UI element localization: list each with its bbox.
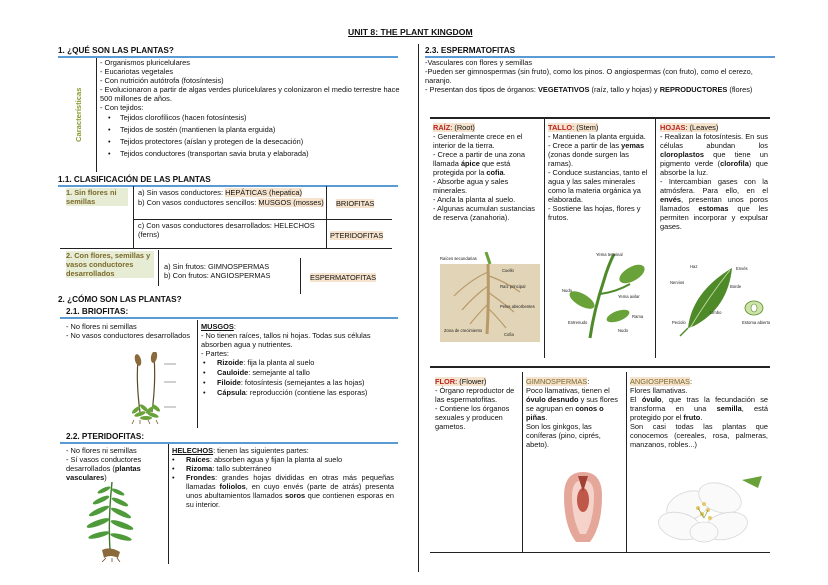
section22-rule xyxy=(60,442,398,444)
group1-sep xyxy=(134,219,326,220)
tissue-item: • Tejidos conductores (transportan savia bruta y elaborada) xyxy=(108,149,400,158)
musgos-part: • Rizoide: fija la planta al suelo xyxy=(203,358,396,367)
group2-a: a) Sin frutos: GIMNOSPERMAS xyxy=(164,262,270,271)
tissue-item: • Tejidos clorofílicos (hacen fotosíntesis) xyxy=(108,113,400,122)
root-label: Pelos absorbentes xyxy=(500,304,535,309)
stem-label: Rama xyxy=(632,314,644,319)
section21-rule xyxy=(60,317,398,319)
leaf-label: Nervios xyxy=(670,280,685,285)
root-label: Cuello xyxy=(502,268,514,273)
pteridofitas-left: - No flores ni semillas - Sí vasos conductores desarrollados (plantas vasculares) xyxy=(66,446,142,482)
char-item: - Eucariotas vegetales xyxy=(100,67,174,76)
reproductive-divider1 xyxy=(522,372,523,552)
organs-divider1 xyxy=(544,118,545,358)
group2-label: 2. Con flores, semillas y vasos conductores desarrollados xyxy=(66,251,154,278)
moss-illustration xyxy=(120,352,184,424)
pteridofitas-tag: PTERIDOFITAS xyxy=(330,231,384,240)
reproductive-divider2 xyxy=(626,372,627,552)
leaf-label: Peciolo xyxy=(672,320,686,325)
briofitas-divider xyxy=(197,320,198,428)
leaf-label: Borde xyxy=(730,284,742,289)
section23-heading: 2.3. ESPERMATOFITAS xyxy=(425,46,516,55)
briofitas-left: - No flores ni semillas - No vasos conductores desarrollados xyxy=(66,322,191,340)
helechos-part: • Frondes: grandes hojas divididas en otras más pequeñas llamadas foliolos, en cuyo envés (parte de atrás) presenta unos abultamientos llamados soros que contienen esporas en su interior. xyxy=(172,473,394,509)
helechos-part: • Rizoma: tallo subterráneo xyxy=(172,464,394,473)
group1-c: c) Con vasos conductores desarrollados: HELECHOS (ferns) xyxy=(138,221,315,239)
section21-heading: 2.1. BRIOFITAS: xyxy=(66,307,129,316)
musgos-part: • Filoide: fotosíntesis (semejantes a las hojas) xyxy=(203,378,396,387)
char-item: - Con tejidos: xyxy=(100,103,144,112)
group-sep xyxy=(60,248,392,249)
musgos-partes: - Partes: xyxy=(201,349,229,358)
characteristics-list xyxy=(100,58,400,158)
angiosperm-illustration xyxy=(650,474,768,546)
musgos-intro: - No tienen raíces, tallos ni hojas. Todas sus células absorben agua y nutrientes. xyxy=(201,331,371,349)
stem-label: Yema terminal xyxy=(596,252,623,257)
characteristics-label-box xyxy=(72,84,86,144)
flor-title: FLOR xyxy=(435,377,456,386)
hojas-title: HOJAS xyxy=(660,123,686,132)
char-item: - Evolucionaron a partir de algas verdes pluricelulares y colonizaron el medio terrestre hace 500 millones de años. xyxy=(100,85,400,103)
column-divider xyxy=(418,44,419,572)
stem-label: Entrenudo xyxy=(568,320,588,325)
group1-a: a) Sin vasos conductores: HEPÁTICAS (hepatica) xyxy=(138,188,302,197)
gimnospermas-title: GIMNOSPERMAS xyxy=(526,377,588,386)
helechos-title: HELECHOS xyxy=(172,446,214,455)
espermatofitas-tag: ESPERMATOFITAS xyxy=(310,273,377,282)
root-illustration xyxy=(440,252,540,342)
tissue-item: • Tejidos protectores (aíslan y protegen de la desecación) xyxy=(108,137,400,146)
section22-heading: 2.2. PTERIDOFITAS: xyxy=(66,432,145,441)
leaf-label: Haz xyxy=(690,264,698,269)
angiospermas-title: ANGIOSPERMAS xyxy=(630,377,690,386)
musgos-part: • Cápsula: reproducción (contiene las esporas) xyxy=(203,388,396,397)
char-item: - Organismos pluricelulares xyxy=(100,58,190,67)
tissue-item: • Tejidos de sostén (mantienen la planta erguida) xyxy=(108,125,400,134)
organs-divider2 xyxy=(655,118,656,358)
tallo-title: TALLO xyxy=(548,123,573,132)
gymnosperm-illustration xyxy=(560,470,606,544)
briofitas-tag: BRIOFITAS xyxy=(336,199,375,208)
fern-illustration xyxy=(82,480,138,562)
leaf-label: Limbo xyxy=(710,310,722,315)
raiz-block: RAÍZ: (Root) - Generalmente crece en el interior de la tierra. - Crece a partir de una zona llamada ápice que está protegida por la cofia. - Absorbe agua y sales minerales. - Ancla la planta al suelo. - Algunas acumulan sustancias de reserva (zanahoria). xyxy=(433,123,535,222)
characteristics-divider xyxy=(96,58,97,172)
helechos-block: HELECHOS: tienen las siguientes partes: • Raíces: absorben agua y fijan la planta al suelo • Rizoma: tallo subterráneo • Frondes: grandes hojas divididas en otras más pequeñas llamadas foliolos, en cuyo envés (parte de atrás) presenta unos abultamientos llamados soros que contienen esporas en su interior. xyxy=(172,446,394,509)
espermatofitas-intro: -Vasculares con flores y semillas -Pueden ser gimnospermas (sin fruto), como los pinos. O angiospermas (con fruto), como el cerezo, naranjo. - Presentan dos tipos de órganos: VEGETATIVOS (raíz, tallo y hojas) y REPRODUCTORES (flores) xyxy=(425,58,753,94)
group2-right-divider xyxy=(300,258,301,294)
section1-heading: 1. ¿QUÉ SON LAS PLANTAS? xyxy=(58,46,174,55)
char-item: - Con nutrición autótrofa (fotosíntesis) xyxy=(100,76,224,85)
organs-top-rule xyxy=(430,117,770,119)
stem-illustration xyxy=(560,250,650,342)
root-label: Raíz principal xyxy=(500,284,526,289)
leaf-illustration xyxy=(668,262,772,342)
group1-divider xyxy=(133,186,134,248)
group2-b: b) Con frutos: ANGIOSPERMAS xyxy=(164,271,271,280)
leaf-label: Estoma abierto xyxy=(742,320,771,325)
section11-heading: 1.1. CLASIFICACIÓN DE LAS PLANTAS xyxy=(58,175,211,184)
pteridofitas-divider xyxy=(168,444,169,564)
group1-right-sep xyxy=(326,219,392,220)
gimnospermas-block: GIMNOSPERMAS: Poco llamativas, tienen el óvulo desnudo y sus flores se agrupan en conos o piñas. Son los ginkgos, las coníferas (pino, ciprés, abeto). xyxy=(526,377,618,449)
stem-label: Nudo xyxy=(562,288,573,293)
root-label: Cofia xyxy=(504,332,514,337)
group1-b: b) Con vasos conductores sencillos: MUSGOS (mosses) xyxy=(138,198,324,207)
flor-block: FLOR: (Flower) - Órgano reproductor de las espermatofitas. - Contiene los órganos sexuales y producen gametos. xyxy=(435,377,515,431)
group2-divider xyxy=(158,250,159,286)
reproductive-bottom-rule xyxy=(430,552,770,553)
group1-right-divider xyxy=(326,186,327,248)
root-label: Zona de crecimiento xyxy=(444,328,482,333)
tallo-block: TALLO: (Stem) - Mantienen la planta erguida. - Crece a partir de las yemas (zonas donde surgen las ramas). - Conduce sustancias, tanto el agua y las sales minerales como la materia orgánica ya elaborada. - Sostiene las hojas, flores y frutos. xyxy=(548,123,648,222)
group1-label: 1. Sin flores ni semillas xyxy=(66,188,128,206)
reproductive-top-rule xyxy=(430,366,770,368)
angiospermas-block: ANGIOSPERMAS: Flores llamativas. El óvulo, que tras la fecundación se transforma en una semilla, está protegido por el fruto. Son casi todas las plantas que conocemos (cereales, rosa, palmeras, manzanos, robles...) xyxy=(630,377,769,449)
stem-label: Yema axilar xyxy=(618,294,640,299)
musgos-part: • Cauloide: semejante al tallo xyxy=(203,368,396,377)
section2-heading: 2. ¿CÓMO SON LAS PLANTAS? xyxy=(58,295,182,304)
musgos-title: MUSGOS xyxy=(201,322,234,331)
helechos-part: • Raíces: absorben agua y fijan la planta al suelo xyxy=(172,455,394,464)
root-label: Raíces secundarias xyxy=(440,256,477,261)
raiz-title: RAÍZ xyxy=(433,123,451,132)
characteristics-label: Características xyxy=(74,87,83,142)
musgos-block: MUSGOS: - No tienen raíces, tallos ni hojas. Todas sus células absorben agua y nutrientes. - Partes: • Rizoide: fija la planta al suelo • Cauloide: semejante al tallo • Filoide: fotosíntesis (semejantes a las hojas) • Cápsula: reproducción (contiene las esporas) xyxy=(201,322,396,397)
page-title: UNIT 8: THE PLANT KINGDOM xyxy=(348,27,473,37)
leaf-label: Envés xyxy=(736,266,748,271)
stem-label: Nudo xyxy=(618,328,629,333)
hojas-block: HOJAS: (Leaves) - Realizan la fotosíntesis. En sus células abundan los cloroplastos que tiene un pigmento verde (clorofila) que absorbe la luz. - Intercambian gases con la atmósfera. Para ello, en el envés, presentan unos poros llamados estomas que les permiten incorporar y expulsar gases. xyxy=(660,123,768,231)
section11-rule xyxy=(58,185,398,187)
